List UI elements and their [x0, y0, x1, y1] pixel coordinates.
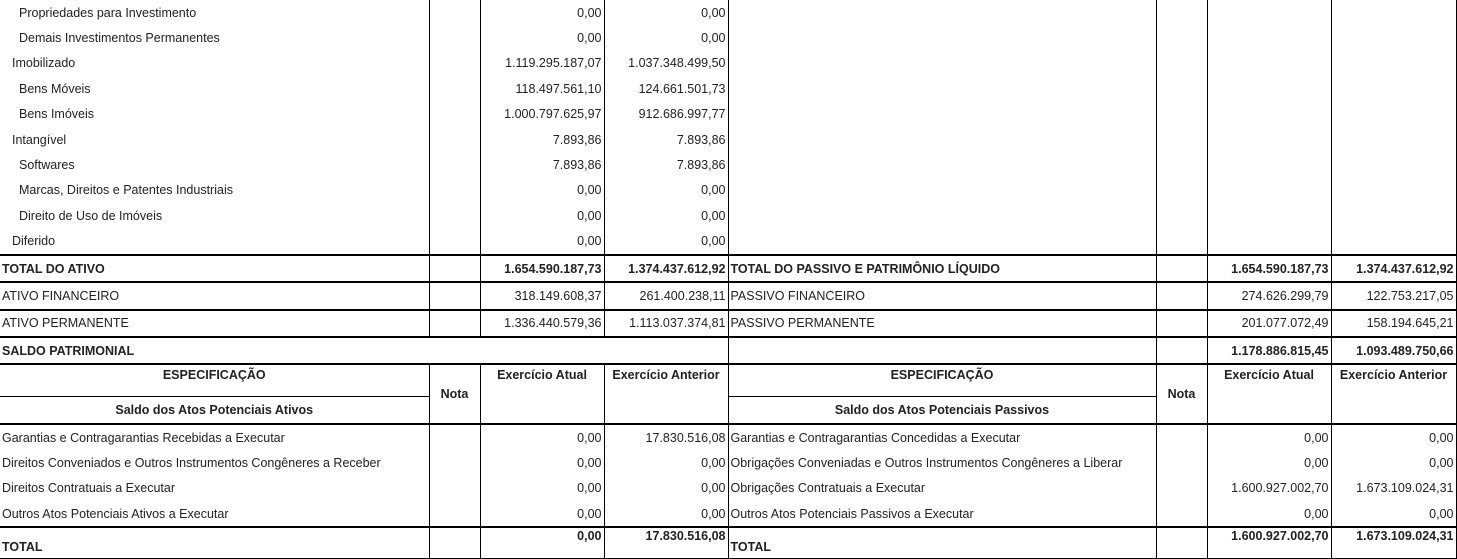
ato-ativo-label: Outros Atos Potenciais Ativos a Executar [2, 506, 229, 521]
account-exercicio-atual: 118.497.561,10 [480, 76, 604, 101]
ato-passivo-atual: 1.600.927.002,70 [1207, 476, 1331, 501]
ato-passivo-anterior: 0,00 [1331, 424, 1456, 450]
saldo-patrimonial-atual: 1.178.886.815,45 [1207, 337, 1331, 364]
ato-passivo-label: Outros Atos Potenciais Passivos a Executar [728, 501, 1156, 527]
passivo-financeiro-label: PASSIVO FINANCEIRO [728, 282, 1156, 309]
ato-passivo-anterior: 0,00 [1331, 450, 1456, 475]
ativo-financeiro-label: ATIVO FINANCEIRO [0, 282, 429, 309]
especificacao-header-right: ESPECIFICAÇÃO [728, 364, 1156, 397]
passivo-financeiro-anterior: 122.753.217,05 [1331, 282, 1456, 309]
passivo-permanente-label: PASSIVO PERMANENTE [728, 310, 1156, 337]
account-label: Direito de Uso de Imóveis [19, 208, 163, 223]
ato-ativo-anterior: 0,00 [604, 501, 728, 527]
atos-total-left-anterior: 17.830.516,08 [604, 527, 728, 558]
account-exercicio-anterior: 0,00 [604, 25, 728, 50]
account-label: Propriedades para Investimento [19, 5, 197, 20]
account-row [0, 229, 1456, 255]
account-row [0, 203, 1456, 228]
ato-passivo-label: Obrigações Conveniadas e Outros Instrumentos Congêneres a Liberar [728, 450, 1156, 475]
total-passivo-atual: 1.654.590.187,73 [1207, 255, 1331, 282]
account-exercicio-anterior: 1.037.348.499,50 [604, 51, 728, 76]
account-exercicio-anterior: 7.893,86 [604, 127, 728, 152]
exercicio-anterior-header-left: Exercício Anterior [604, 364, 728, 423]
total-passivo-anterior: 1.374.437.612,92 [1331, 255, 1456, 282]
account-exercicio-atual: 0,00 [480, 203, 604, 228]
especificacao-header-left: ESPECIFICAÇÃO [0, 364, 429, 397]
atos-total-row [0, 527, 1456, 558]
account-exercicio-atual: 1.000.797.625,97 [480, 102, 604, 127]
total-passivo-label: TOTAL DO PASSIVO E PATRIMÔNIO LÍQUIDO [728, 255, 1156, 282]
account-exercicio-atual: 1.119.295.187,07 [480, 51, 604, 76]
account-row [0, 76, 1456, 101]
account-row [0, 178, 1456, 203]
ativo-financeiro-atual: 318.149.608,37 [480, 282, 604, 309]
account-row [0, 152, 1456, 177]
account-exercicio-atual: 7.893,86 [480, 127, 604, 152]
ato-passivo-label: Garantias e Contragarantias Concedidas a Executar [728, 424, 1156, 450]
account-label: Intangível [12, 132, 67, 147]
ato-potencial-row [0, 476, 1456, 501]
account-exercicio-anterior: 0,00 [604, 0, 728, 25]
ato-ativo-atual: 0,00 [480, 476, 604, 501]
atos-total-right-atual: 1.600.927.002,70 [1207, 527, 1331, 558]
ato-ativo-label: Direitos Conveniados e Outros Instrumentos Congêneres a Receber [2, 455, 381, 470]
account-label: Marcas, Direitos e Patentes Industriais [19, 183, 233, 198]
atos-passivos-subheader: Saldo dos Atos Potenciais Passivos [728, 397, 1156, 424]
saldo-patrimonial-anterior: 1.093.489.750,66 [1331, 337, 1456, 364]
account-label: Bens Móveis [19, 81, 91, 96]
ato-ativo-anterior: 0,00 [604, 476, 728, 501]
ato-passivo-anterior: 0,00 [1331, 501, 1456, 527]
asset-detail-rows [0, 0, 1456, 255]
ato-passivo-atual: 0,00 [1207, 450, 1331, 475]
atos-total-right-label: TOTAL [728, 527, 1156, 558]
exercicio-atual-header-right: Exercício Atual [1207, 364, 1331, 423]
total-ativo-anterior: 1.374.437.612,92 [604, 255, 728, 282]
ato-ativo-atual: 0,00 [480, 450, 604, 475]
passivo-financeiro-atual: 274.626.299,79 [1207, 282, 1331, 309]
nota-header-right: Nota [1156, 364, 1207, 423]
account-row [0, 25, 1456, 50]
account-label: Diferido [12, 234, 56, 249]
ativo-financeiro-anterior: 261.400.238,11 [604, 282, 728, 309]
ativo-permanente-label: ATIVO PERMANENTE [0, 310, 429, 337]
ato-potencial-row [0, 501, 1456, 527]
atos-ativos-subheader: Saldo dos Atos Potenciais Ativos [115, 403, 314, 418]
account-exercicio-atual: 0,00 [480, 25, 604, 50]
total-row [0, 255, 1456, 282]
ato-ativo-atual: 0,00 [480, 501, 604, 527]
passivo-permanente-anterior: 158.194.645,21 [1331, 310, 1456, 337]
account-label: Demais Investimentos Permanentes [19, 31, 220, 46]
account-exercicio-anterior: 912.686.997,77 [604, 102, 728, 127]
ato-passivo-atual: 0,00 [1207, 424, 1331, 450]
summary-rows [0, 255, 1456, 365]
account-exercicio-anterior: 124.661.501,73 [604, 76, 728, 101]
saldo-patrimonial-row [0, 337, 1456, 364]
account-exercicio-anterior: 7.893,86 [604, 152, 728, 177]
ato-ativo-atual: 0,00 [480, 424, 604, 450]
account-exercicio-anterior: 0,00 [604, 203, 728, 228]
ato-ativo-anterior: 0,00 [604, 450, 728, 475]
account-exercicio-anterior: 0,00 [604, 229, 728, 255]
account-label: Bens Imóveis [19, 107, 95, 122]
saldo-patrimonial-label: SALDO PATRIMONIAL [0, 337, 728, 364]
exercicio-anterior-header-right: Exercício Anterior [1331, 364, 1456, 423]
account-label: Softwares [19, 158, 75, 173]
atos-potenciais-rows [0, 424, 1456, 528]
ato-potencial-row [0, 450, 1456, 475]
ato-ativo-label: Garantias e Contragarantias Recebidas a Executar [0, 424, 429, 450]
account-exercicio-atual: 0,00 [480, 178, 604, 203]
atos-header-row [0, 364, 1456, 397]
account-row [0, 51, 1456, 76]
ato-passivo-label: Obrigações Contratuais a Executar [728, 476, 1156, 501]
ato-ativo-label: Direitos Contratuais a Executar [2, 481, 175, 496]
account-exercicio-atual: 0,00 [480, 229, 604, 255]
account-row [0, 127, 1456, 152]
total-ativo-label: TOTAL DO ATIVO [0, 255, 429, 282]
account-label: Imobilizado [12, 56, 76, 71]
ativo-permanente-anterior: 1.113.037.374,81 [604, 310, 728, 337]
account-exercicio-atual: 7.893,86 [480, 152, 604, 177]
account-exercicio-atual: 0,00 [480, 0, 604, 25]
financeiro-row [0, 282, 1456, 309]
atos-potenciais-section [0, 364, 1456, 423]
account-exercicio-anterior: 0,00 [604, 178, 728, 203]
ato-ativo-anterior: 17.830.516,08 [604, 424, 728, 450]
nota-header-left: Nota [429, 364, 480, 423]
ato-potencial-row [0, 424, 1456, 450]
exercicio-atual-header-left: Exercício Atual [480, 364, 604, 423]
atos-total-section [0, 527, 1456, 558]
atos-total-left-label: TOTAL [0, 527, 429, 558]
atos-total-left-atual: 0,00 [480, 527, 604, 558]
ativo-permanente-atual: 1.336.440.579,36 [480, 310, 604, 337]
atos-total-right-anterior: 1.673.109.024,31 [1331, 527, 1456, 558]
ato-passivo-anterior: 1.673.109.024,31 [1331, 476, 1456, 501]
permanente-row [0, 310, 1456, 337]
account-row [0, 0, 1456, 25]
account-row [0, 102, 1456, 127]
passivo-permanente-atual: 201.077.072,49 [1207, 310, 1331, 337]
total-ativo-atual: 1.654.590.187,73 [480, 255, 604, 282]
ato-passivo-atual: 0,00 [1207, 501, 1331, 527]
